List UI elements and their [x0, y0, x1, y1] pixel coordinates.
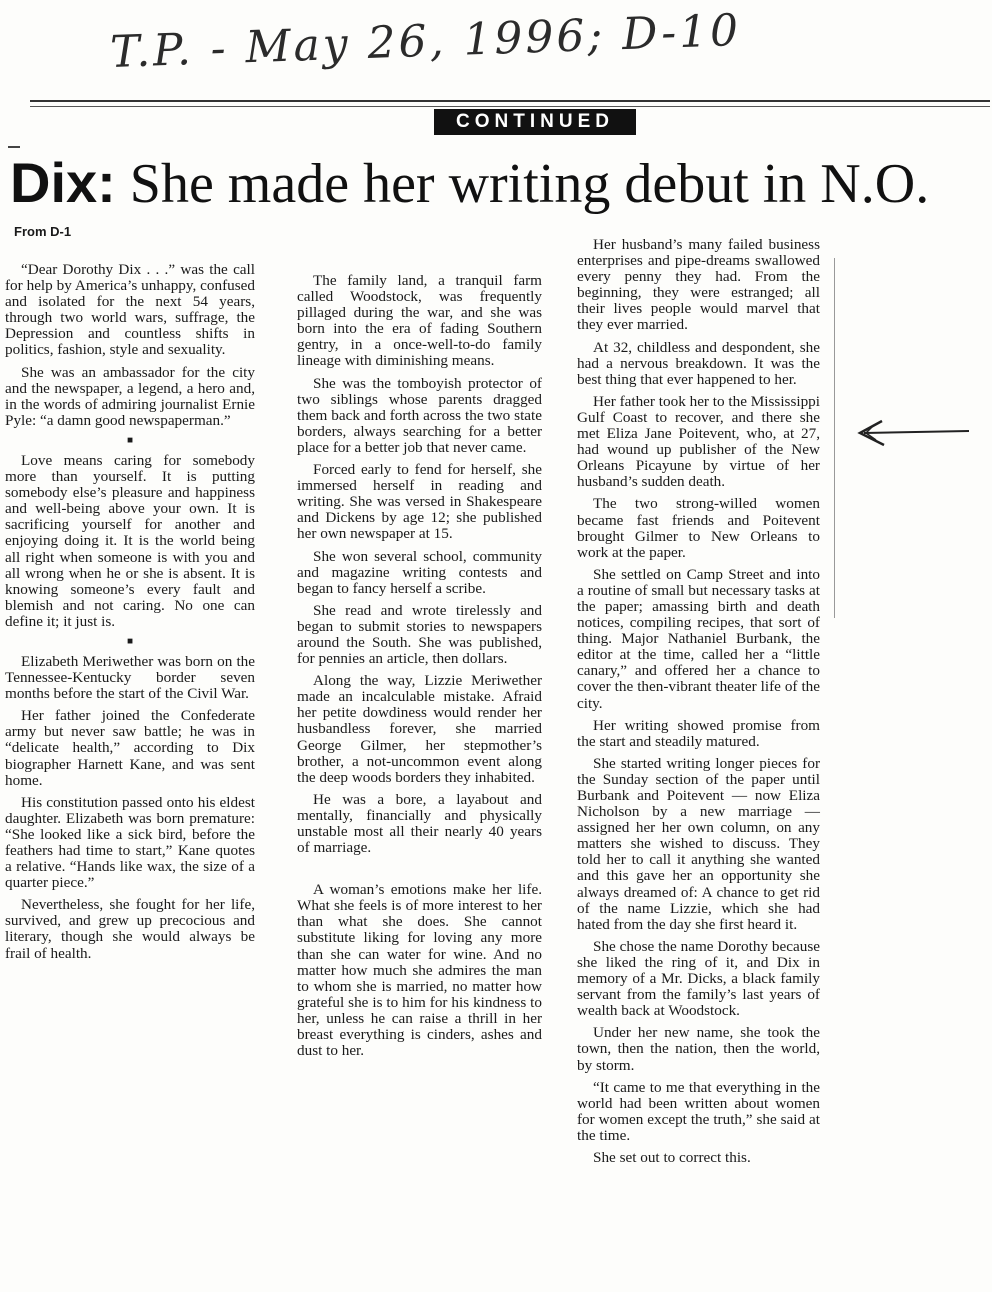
paragraph: She was the tomboyish protector of two siblings whose parents dragged them back and forth across the two state borders, always searching for a better place for a better job that never came.: [297, 374, 542, 456]
paragraph: The two strong-willed women became fast friends and Poitevent brought Gilmer to New Orleans to work at the paper.: [577, 495, 820, 561]
paragraph: She started writing longer pieces for the Sunday section of the paper until Burbank and Poitevent — now Eliza Nicholson by a new marriage — assigned her her own column, on any matters she wished to discuss. They told her to call it anything she wanted and this gave her an opportunity she always dreamed of: A chance to get rid of the name Lizzie, which she had hated from the day she first heard it.: [577, 754, 820, 933]
paragraph: Along the way, Lizzie Meriwether made an incalculable mistake. Afraid her petite dowdiness would render her husbandless forever, she married George Gilmer, her stepmother’s brother, a not-uncommon event along the deep woods borders they inhabited.: [297, 672, 542, 786]
section-separator: ■: [126, 434, 134, 446]
article-column-1: [5, 262, 255, 968]
top-rule-secondary: [30, 106, 990, 107]
headline-title: She made her writing debut in N.O.: [115, 153, 930, 215]
paragraph: The family land, a tranquil farm called Woodstock, was frequently pillaged during the war, and she was born into the era of fading Southern gentry, in a once-well-to-do family lineage with diminishing means.: [297, 272, 542, 370]
handwritten-annotation: T.P. - May 26, 1996; D-10: [109, 5, 742, 78]
paragraph: Elizabeth Meriwether was born on the Tennessee-Kentucky border seven months before the start of the Civil War.: [5, 652, 255, 703]
paragraph: She set out to correct this.: [593, 1148, 751, 1166]
margin-mark: [8, 146, 20, 148]
paragraph: His constitution passed onto his eldest daughter. Elizabeth was born premature: “She looked like a sick bird, before the feathers had time to start,” Kane quotes a relative. “Hands like wax, the size of a quarter piece.”: [5, 793, 255, 892]
paragraph: Forced early to fend for herself, she immersed herself in reading and writing. She was versed in Shakespeare and Dickens by age 12; she published her own newspaper at 15.: [297, 461, 542, 543]
paragraph: She won several school, community and magazine writing contests and began to fancy herself a scribe.: [297, 547, 542, 597]
continued-label: CONTINUED: [434, 109, 636, 135]
paragraph: “It came to me that everything in the world had been written about women for women except the truth,” she said at the time.: [577, 1078, 820, 1144]
paragraph: Her father joined the Confederate army but never saw battle; he was in “delicate health,” according to Dix biographer Harnett Kane, and was sent home.: [5, 707, 255, 789]
headline: [10, 150, 992, 217]
paragraph: Her writing showed promise from the start and steadily matured.: [577, 716, 820, 750]
continued-from-label: From D-1: [14, 224, 72, 239]
paragraph: Nevertheless, she fought for her life, survived, and grew up precocious and literary, though she would always be frail of health.: [5, 896, 255, 962]
hand-drawn-arrow-icon: [856, 418, 971, 448]
top-rule: [30, 100, 990, 102]
paragraph: She chose the name Dorothy because she liked the ring of it, and Dix in memory of a Mr. Dicks, a black family servant from the family’s last years of wealth back at Woodstock.: [577, 937, 820, 1020]
article-column-3: [577, 237, 820, 1172]
paragraph: Love means caring for somebody more than yourself. It is putting somebody else’s pleasure and happiness and well-being above your own. It is sacrificing yourself for another and enjoying doing it. It is the world being all right when someone is with you and all wrong when he or she is absent. It is knowing someone’s every fault and blemish and not caring. No one can define it; it just is.: [5, 451, 255, 630]
paragraph: Under her new name, she took the town, then the nation, then the world, by storm.: [577, 1024, 820, 1074]
column-divider: [834, 258, 835, 618]
paragraph: Her father took her to the Mississippi Gulf Coast to recover, and there she met Eliza Jane Poitevent, who, at 27, had wound up publisher of the New Orleans Picayune by virtue of her husband’s sudden death.: [577, 392, 820, 491]
paragraph: A woman’s emotions make her life. What she feels is of more interest to her than what she does. She cannot substitute liking for loving any more than she can water for wine. And no matter how much she admires the man to whom she is married, no matter how grateful she is to him for his kindness to her, unless he can raise a thrill in her breast everything is cinders, ashes and dust to her.: [297, 881, 542, 1060]
paragraph: “Dear Dorothy Dix . . .” was the call for help by America’s unhappy, confused and isolated for the next 54 years, through two world wars, suffrage, the Depression and countless shifts in politics, fashion, style and sexuality.: [5, 261, 255, 359]
paragraph: She read and wrote tirelessly and began to submit stories to newspapers around the South. She was published, for pennies an article, then dollars.: [297, 601, 542, 668]
paragraph: At 32, childless and despondent, she had a nervous breakdown. It was the best thing that ever happened to her.: [577, 338, 820, 388]
paragraph: He was a bore, a layabout and mentally, financially and physically unstable most all their nearly 40 years of marriage.: [297, 790, 542, 857]
paragraph: Her husband’s many failed business enterprises and pipe-dreams swallowed every penny they had. From the beginning, they were estranged; all their lives people would marvel that they ever married.: [577, 236, 820, 334]
article-column-2: [297, 273, 542, 1065]
headline-kicker: Dix:: [10, 151, 116, 214]
section-separator: ■: [126, 635, 134, 647]
paragraph: She settled on Camp Street and into a routine of small but necessary tasks at the paper; amassing birth and death notices, compiling recipes, that sort of thing. Major Nathaniel Burbank, the editor at the time, called her a “little canary,” and offered her a chance to cover the then-vibrant theater life of the city.: [577, 565, 820, 712]
paragraph: She was an ambassador for the city and the newspaper, a legend, a hero and, in the words of admiring journalist Ernie Pyle: “a damn good newspaperman.”: [5, 363, 255, 429]
